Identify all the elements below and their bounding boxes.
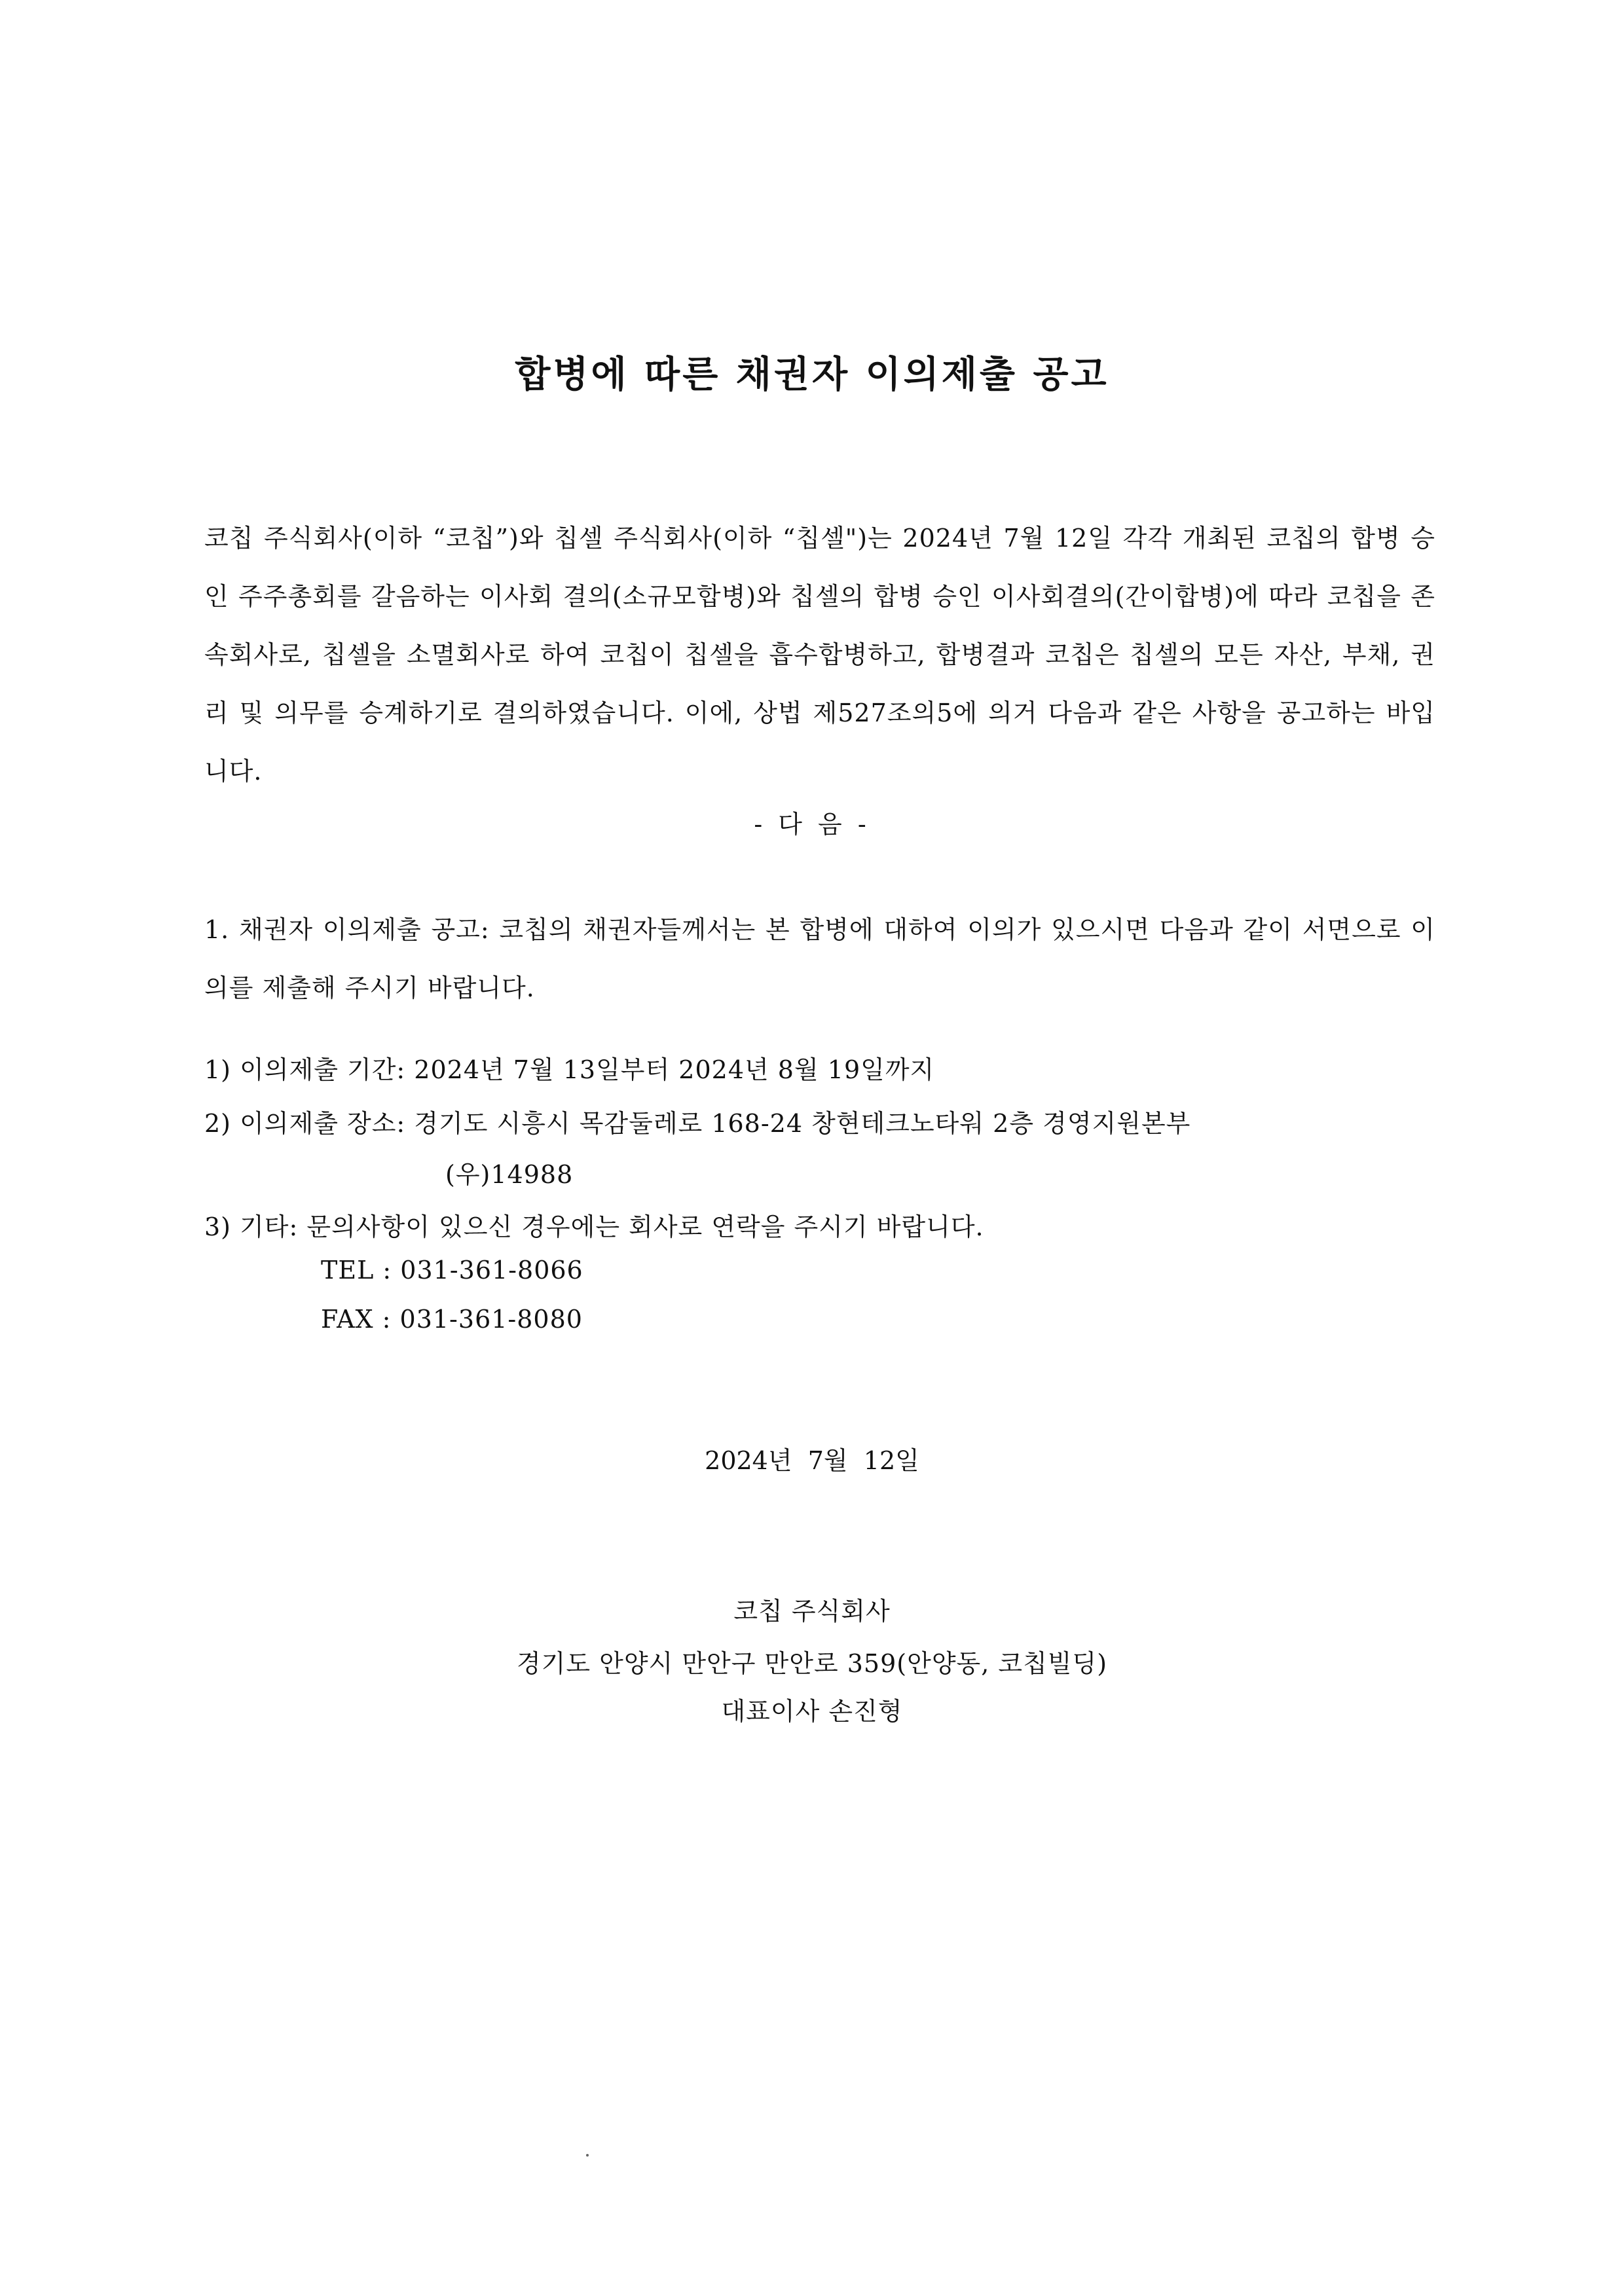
- item-1-paragraph: 1. 채권자 이의제출 공고: 코칩의 채권자들께서는 본 합병에 대하여 이의가 있으시면 다음과 같이 서면으로 이의를 제출해 주시기 바랍니다.: [204, 915, 1435, 1002]
- sub-item-location: 2) 이의제출 장소: 경기도 시흥시 목감둘레로 168-24 창현테크노타워 2층 경영지원본부: [204, 1109, 1191, 1138]
- notice-date: 2024년 7월 12일: [705, 1446, 919, 1475]
- intro-paragraph: 코칩 주식회사(이하 “코칩”)와 칩셀 주식회사(이하 “칩셀")는 2024년 7월 12일 각각 개최된 코칩의 합병 승인 주주총회를 갈음하는 이사회 결의(소규모합병)와 칩셀의 합병 승인 이사회결의(간이합병)에 따라 코칩을 존속회사로, 칩셀을 소멸회사로 하여 코칩이 칩셀을 흡수합병하고, 합병결과 코칩은 칩셀의 모든 자산, 부채, 권리 및 의무를 승계하기로 결의하였습니다. 이에, 상법 제527조의5에 의거 다음과 같은 사항을 공고하는 바입니다.: [204, 524, 1435, 786]
- sub-item-period: 1) 이의제출 기간: 2024년 7월 13일부터 2024년 8월 19일까지: [204, 1055, 935, 1084]
- scan-speck: [586, 2154, 589, 2157]
- company-address: 경기도 안양시 만안구 만안로 359(안양동, 코칩빌딩): [516, 1649, 1108, 1678]
- ceo-name: 대표이사 손진형: [721, 1697, 903, 1726]
- tel-number: TEL : 031-361-8066: [321, 1256, 583, 1285]
- sub-item-other: 3) 기타: 문의사항이 있으신 경우에는 회사로 연락을 주시기 바랍니다.: [204, 1212, 984, 1241]
- page-title: 합병에 따른 채권자 이의제출 공고: [515, 353, 1109, 396]
- fax-number: FAX : 031-361-8080: [321, 1305, 583, 1334]
- section-heading: - 다 음 -: [754, 810, 870, 839]
- company-name: 코칩 주식회사: [733, 1597, 891, 1626]
- postal-code: (우)14988: [445, 1160, 574, 1189]
